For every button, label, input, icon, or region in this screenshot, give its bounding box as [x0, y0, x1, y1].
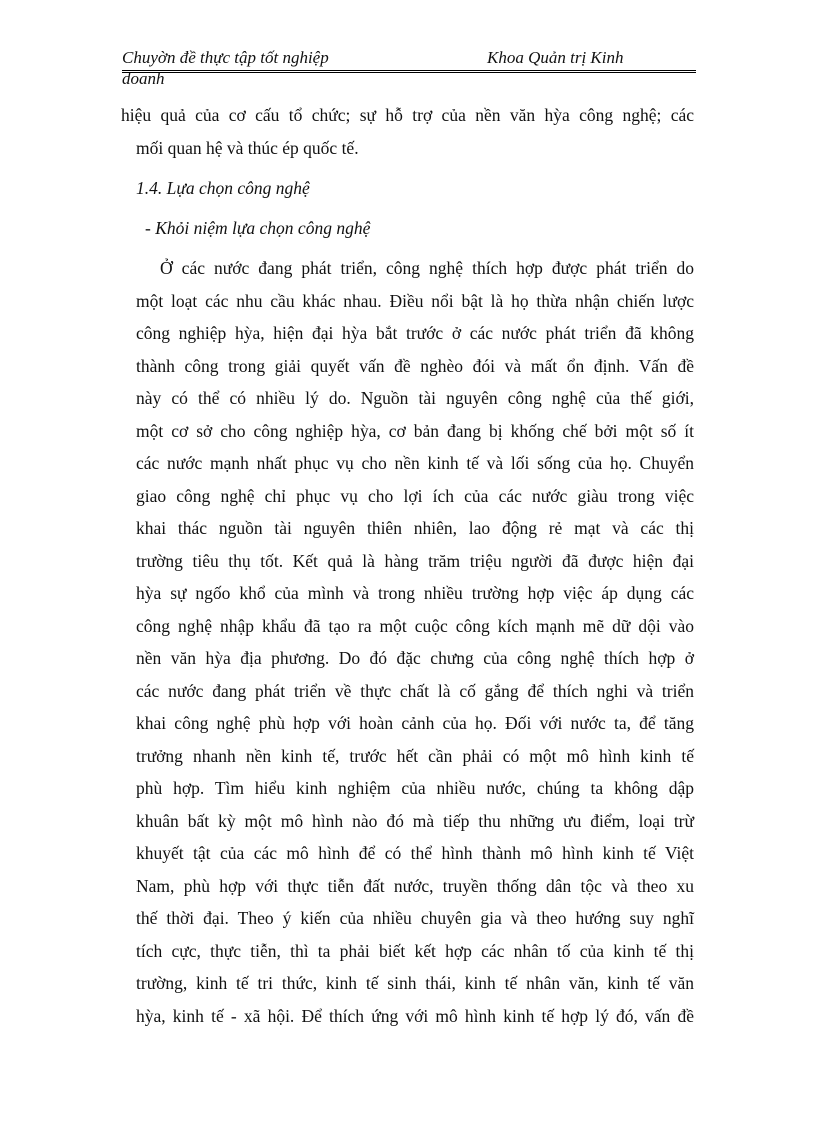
body-line: các nước đang phát triển về thực chất là cố gắng để thích nghi và triển: [136, 681, 694, 701]
body-line: khuyết tật của các mô hình để có thể hình thành mô hình kinh tế Việt: [136, 843, 694, 863]
body-line: nền văn hỳa địa phương. Do đó đặc chưng của công nghệ thích hợp ở: [136, 648, 694, 668]
intro-line-1: hiệu quả của cơ cấu tổ chức; sự hỗ trợ của nền văn hỳa công nghệ; các: [121, 105, 694, 125]
body-line: một cơ sở cho công nghiệp hỳa, cơ bản đang bị khống chế bởi một số ít: [136, 421, 694, 441]
body-line: một loạt các nhu cầu khác nhau. Điều nổi bật là họ thừa nhận chiến lược: [136, 291, 694, 311]
body-line: công nghệ nhập khẩu đã tạo ra một cuộc công kích mạnh mẽ dữ dội vào: [136, 616, 694, 636]
body-line: trưởng nhanh nền kinh tế, trước hết cần phải có một mô hình kinh tế: [136, 746, 694, 766]
body-line: thế thời đại. Theo ý kiến của nhiều chuyên gia và theo hướng suy nghĩ: [136, 908, 694, 928]
body-line: hỳa sự ngốo khổ của mình và trong nhiều trường hợp việc áp dụng các: [136, 583, 694, 603]
page-header: [122, 48, 696, 90]
body-line: khai công nghệ phù hợp với hoàn cảnh của họ. Đối với nước ta, để tăng: [136, 713, 694, 733]
body-line: Nam, phù hợp với thực tiễn đất nước, truyền thống dân tộc và theo xu: [136, 876, 694, 896]
body-line: khuân bất kỳ một mô hình nào đó mà tiếp thu những ưu điểm, loại trừ: [136, 811, 694, 831]
body-line: công nghiệp hỳa, hiện đại hỳa bắt trước ở các nước phát triển đã không: [136, 323, 694, 343]
body-line: Ở các nước đang phát triển, công nghệ thích hợp được phát triển do: [160, 258, 694, 278]
body-line: tích cực, thực tiễn, thì ta phải biết kết hợp các nhân tố của kinh tế thị: [136, 941, 694, 961]
body-line: giao công nghệ chỉ phục vụ cho lợi ích của các nước giàu trong việc: [136, 486, 694, 506]
header-rule: [122, 70, 696, 73]
section-heading: 1.4. Lựa chọn công nghệ: [136, 178, 310, 198]
header-document-title: Chuyờn đề thực tập tốt nghiệp: [122, 48, 329, 67]
body-line: hỳa, kinh tế - xã hội. Để thích ứng với mô hình kinh tế hợp lý đó, vấn đề: [136, 1006, 694, 1026]
header-faculty: Khoa Quản trị Kinh: [487, 48, 624, 67]
header-faculty-continued: doanh: [122, 69, 165, 88]
body-line: này có thể có nhiều lý do. Nguồn tài nguyên công nghệ của thế giới,: [136, 388, 694, 408]
body-line: khai thác nguồn tài nguyên thiên nhiên, lao động rẻ mạt và các thị: [136, 518, 694, 538]
body-line: trường, kinh tế tri thức, kinh tế sinh thái, kinh tế nhân văn, kinh tế văn: [136, 973, 694, 993]
body-line: phù hợp. Tìm hiểu kinh nghiệm của nhiều nước, chúng ta không dập: [136, 778, 694, 798]
body-line: các nước mạnh nhất phục vụ cho nền kinh tế và lối sống của họ. Chuyển: [136, 453, 694, 473]
intro-line-2: mối quan hệ và thúc ép quốc tế.: [136, 138, 359, 158]
body-line: thành công trong giải quyết vấn đề nghèo đói và mất ổn định. Vấn đề: [136, 356, 694, 376]
section-subheading: - Khỏi niệm lựa chọn công nghệ: [145, 218, 371, 238]
body-line: trường tiêu thụ tốt. Kết quả là hàng trăm triệu người đã được hiện đại: [136, 551, 694, 571]
